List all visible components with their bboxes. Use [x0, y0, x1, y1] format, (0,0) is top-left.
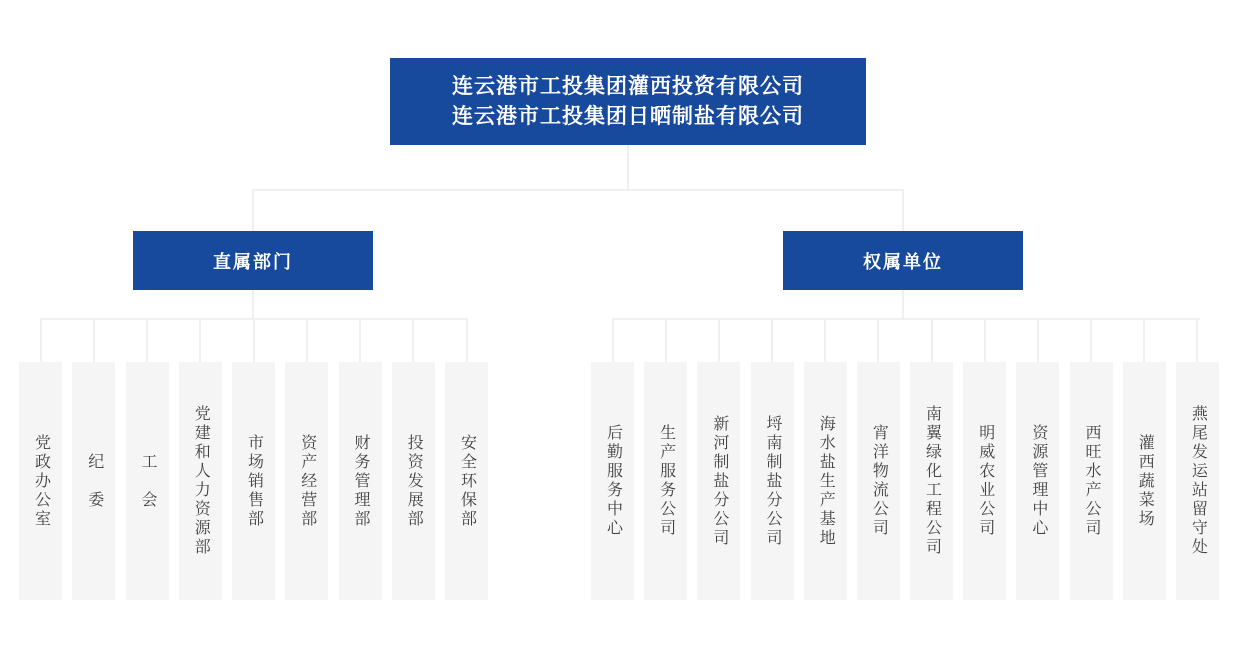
unit-label: 安全环保部 [458, 433, 476, 529]
unit-column [1123, 318, 1166, 600]
dept-column [19, 318, 62, 600]
unit-label: 宵洋物流公司 [870, 424, 888, 538]
connector-left-group-vertical [252, 290, 254, 320]
dept-column [392, 318, 435, 600]
unit-label: 燕尾发运站留守处 [1189, 405, 1207, 557]
unit-box [804, 362, 847, 600]
connector-stub [199, 318, 201, 362]
dept-column [126, 318, 169, 600]
unit-label: 市场销售部 [245, 433, 263, 529]
root-company-name-line2: 连云港市工投集团日晒制盐有限公司 [452, 104, 804, 128]
connector-stub [306, 318, 308, 362]
unit-box [857, 362, 900, 600]
unit-label: 工 会 [139, 452, 156, 510]
root-company-box [390, 58, 866, 145]
unit-label: 后勤服务中心 [604, 424, 622, 538]
unit-label: 投资发展部 [405, 433, 423, 529]
connector-stub [1196, 318, 1198, 362]
connector-stub [1090, 318, 1092, 362]
unit-box [126, 362, 169, 600]
connector-right-group-vertical [902, 290, 904, 320]
unit-box [285, 362, 328, 600]
connector-stub [146, 318, 148, 362]
unit-label: 埒南制盐分公司 [764, 414, 782, 548]
unit-label: 党建和人力资源部 [192, 405, 210, 557]
unit-label: 南翼绿化工程公司 [923, 405, 941, 557]
unit-column [1016, 318, 1059, 600]
unit-label: 新河制盐分公司 [710, 414, 728, 548]
unit-box [751, 362, 794, 600]
connector-left-group-horizontal [41, 318, 467, 320]
unit-box [1016, 362, 1059, 600]
unit-column [857, 318, 900, 600]
unit-column [644, 318, 687, 600]
branch-header-direct-departments: 直属部门 [133, 231, 373, 290]
connector-root-vertical [627, 145, 629, 190]
connector-stub [93, 318, 95, 362]
connector-stub [984, 318, 986, 362]
connector-right-header-vertical [902, 189, 904, 232]
connector-main-horizontal [252, 189, 904, 191]
unit-label: 资产经营部 [298, 433, 316, 529]
connector-stub [466, 318, 468, 362]
unit-label: 明威农业公司 [976, 424, 994, 538]
connector-stub [824, 318, 826, 362]
dept-column [179, 318, 222, 600]
unit-box [1123, 362, 1166, 600]
unit-box [392, 362, 435, 600]
dept-column [445, 318, 488, 600]
unit-label: 灌西蔬菜场 [1136, 433, 1154, 529]
dept-column [285, 318, 328, 600]
dept-column [232, 318, 275, 600]
unit-label: 纪 委 [85, 452, 103, 510]
unit-label: 资源管理中心 [1029, 424, 1047, 538]
connector-stub [253, 318, 255, 362]
unit-box [19, 362, 62, 600]
connector-stub [931, 318, 933, 362]
connector-stub [877, 318, 879, 362]
unit-label: 海水盐生产基地 [817, 414, 835, 548]
connector-stub [412, 318, 414, 362]
unit-box [339, 362, 382, 600]
unit-label: 生产服务公司 [657, 424, 675, 538]
unit-box [644, 362, 687, 600]
unit-box [179, 362, 222, 600]
connector-stub [1037, 318, 1039, 362]
unit-label: 财务管理部 [352, 433, 369, 529]
unit-column [697, 318, 740, 600]
unit-box [445, 362, 488, 600]
connector-stub [40, 318, 42, 362]
connector-left-header-vertical [252, 189, 254, 232]
branch-header-subordinate-units: 权属单位 [783, 231, 1023, 290]
unit-column [1070, 318, 1113, 600]
connector-stub [718, 318, 720, 362]
dept-column [339, 318, 382, 600]
unit-label: 党政办公室 [32, 433, 50, 529]
unit-column [1176, 318, 1219, 600]
unit-column [591, 318, 634, 600]
dept-column [72, 318, 115, 600]
unit-box [232, 362, 275, 600]
connector-stub [359, 318, 361, 362]
unit-box [72, 362, 115, 600]
root-company-name-line1: 连云港市工投集团灌西投资有限公司 [452, 74, 804, 98]
unit-box [910, 362, 953, 600]
unit-box [697, 362, 740, 600]
connector-stub [1143, 318, 1145, 362]
unit-box [1070, 362, 1113, 600]
connector-stub [771, 318, 773, 362]
unit-column [963, 318, 1006, 600]
unit-column [910, 318, 953, 600]
unit-label: 西旺水产公司 [1083, 424, 1101, 538]
group-subordinate-units [591, 318, 1219, 600]
unit-box [1176, 362, 1219, 600]
unit-column [751, 318, 794, 600]
group-direct-departments [19, 318, 488, 600]
connector-right-group-horizontal [613, 318, 1200, 320]
connector-stub [665, 318, 667, 362]
unit-box [963, 362, 1006, 600]
connector-stub [612, 318, 614, 362]
unit-box [591, 362, 634, 600]
unit-column [804, 318, 847, 600]
